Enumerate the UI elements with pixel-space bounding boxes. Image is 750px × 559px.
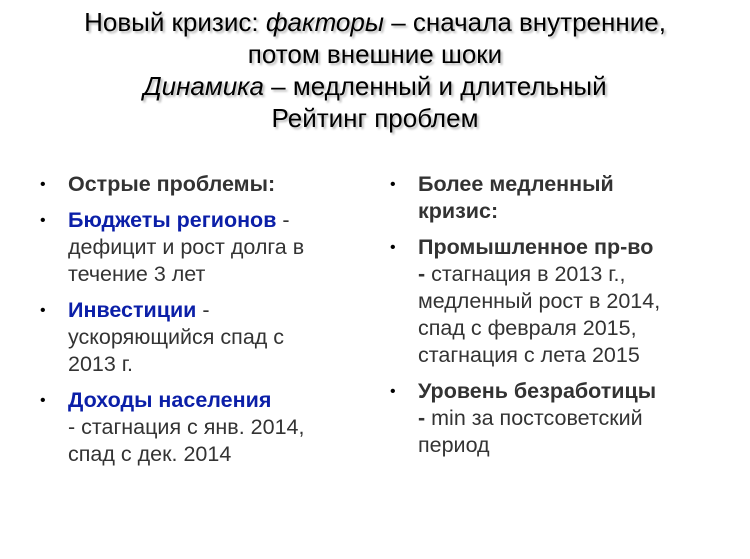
bullet-heading-line: кризис: — [418, 199, 499, 223]
bullet-heading-line: Более медленный — [418, 172, 614, 196]
bullet-text-line: медленный рост в 2014, — [418, 289, 661, 313]
slide-title — [0, 6, 750, 134]
bullet-text-line: ускоряющийся спад с — [68, 325, 285, 349]
bullet-text-line: течение 3 лет — [68, 262, 206, 286]
title-line-1-end: – сначала внутренние, — [383, 7, 666, 37]
bullet-icon: • — [40, 176, 46, 193]
list-item — [390, 234, 730, 369]
bullet-icon: • — [390, 176, 396, 193]
bullet-icon: • — [390, 239, 396, 256]
bullet-text-line: спад с дек. 2014 — [68, 442, 232, 466]
title-line-3-italic: Динамика — [143, 71, 264, 101]
title-line-1-italic: факторы — [265, 7, 384, 37]
bullet-icon: • — [40, 392, 46, 409]
bullet-heading: Уровень безработицы — [418, 379, 657, 403]
bullet-dash: - — [418, 406, 432, 430]
bullet-text-line: - стагнация с янв. 2014, — [68, 415, 305, 439]
right-column — [390, 171, 730, 468]
bullet-text-line: период — [418, 433, 490, 457]
bullet-text: стагнация в 2013 г., — [431, 262, 626, 286]
title-line-4: Рейтинг проблем — [271, 103, 479, 133]
list-item — [390, 171, 730, 225]
title-line-2: потом внешние шоки — [247, 39, 503, 69]
right-bullet-list — [390, 171, 730, 459]
list-item — [40, 297, 370, 378]
list-item — [40, 207, 370, 288]
bullet-heading: Бюджеты регионов — [68, 208, 277, 232]
bullet-dash: - — [418, 262, 432, 286]
bullet-heading: Инвестиции — [68, 298, 197, 322]
bullet-text-line: стагнация с лета 2015 — [418, 343, 640, 367]
bullet-icon: • — [40, 302, 46, 319]
list-item — [40, 171, 370, 198]
title-line-3 — [0, 70, 750, 102]
bullet-text-line — [418, 261, 730, 288]
list-item — [40, 387, 370, 468]
title-line-1-start: Новый кризис: — [84, 7, 266, 37]
bullet-text: min за постсоветский — [431, 406, 643, 430]
bullet-text-line: дефицит и рост долга в — [68, 235, 305, 259]
title-line-3-end: – медленный и длительный — [263, 71, 607, 101]
list-item — [390, 378, 730, 459]
bullet-heading: Острые проблемы: — [68, 172, 276, 196]
bullet-heading: Доходы населения — [68, 388, 272, 412]
bullet-icon: • — [390, 383, 396, 400]
title-line-1 — [0, 6, 750, 38]
bullet-text-line — [418, 405, 730, 432]
bullet-text-line: спад с февраля 2015, — [418, 316, 637, 340]
bullet-heading-suffix: - — [276, 208, 290, 232]
left-bullet-list — [40, 171, 370, 468]
bullet-heading-line — [68, 297, 370, 324]
bullet-text-line: 2013 г. — [68, 352, 133, 376]
left-column — [40, 171, 370, 477]
bullet-icon: • — [40, 212, 46, 229]
bullet-heading: Промышленное пр-во — [418, 235, 654, 259]
bullet-heading-suffix: - — [196, 298, 210, 322]
bullet-heading-line — [68, 207, 370, 234]
